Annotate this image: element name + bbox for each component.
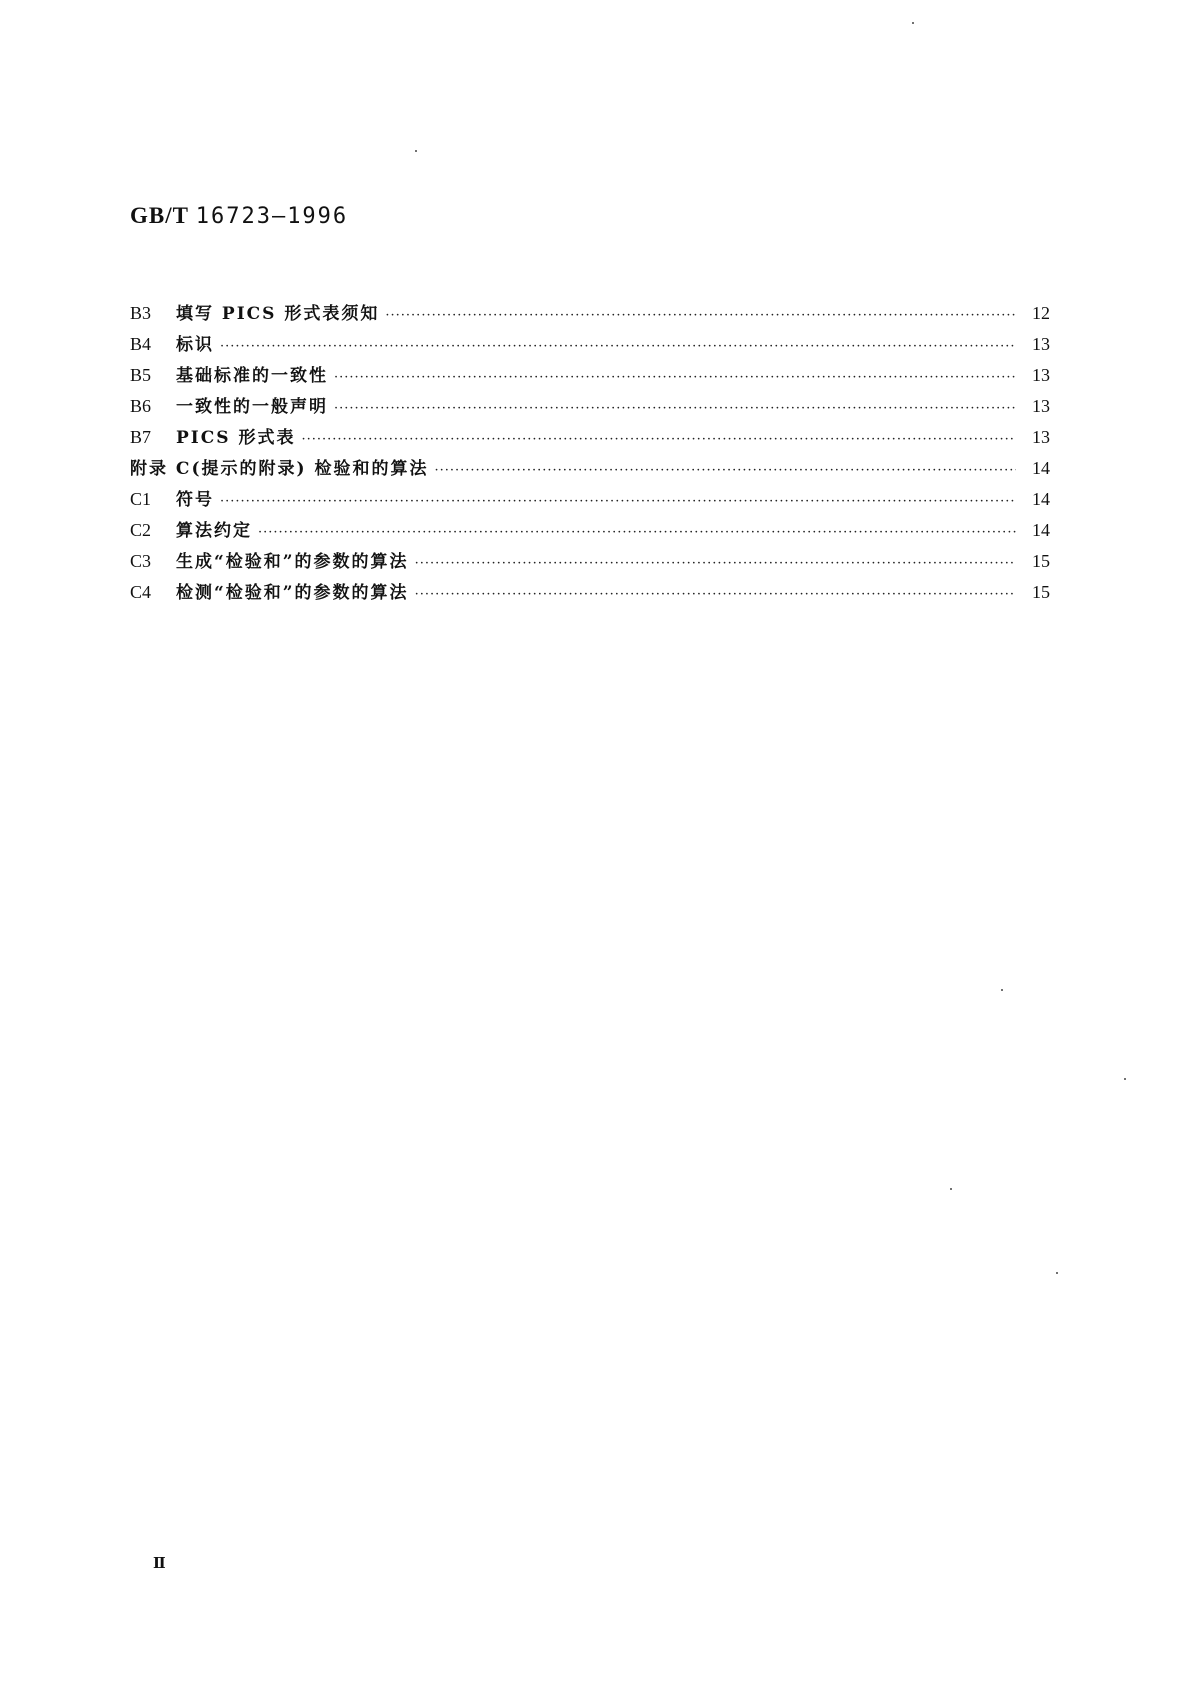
toc-entry[interactable] [130,360,1050,391]
toc-entry-title: 附录 C(提示的附录) 检验和的算法 [130,459,429,479]
toc-entry-title: 基础标准的一致性 [176,366,328,386]
toc-entry-page: 13 [1032,396,1050,416]
toc-entry-id: B7 [130,427,152,447]
toc-entry[interactable] [130,515,1050,546]
standard-number: 16723—1996 [195,204,349,229]
toc-entry-page: 14 [1032,520,1050,540]
table-of-contents [130,298,1050,608]
toc-dot-leader [415,548,1016,579]
toc-dot-leader [220,486,1016,517]
page-number: Ⅱ [153,1556,166,1572]
toc-entry-title: 生成“检验和”的参数的算法 [176,552,409,572]
toc-entry[interactable] [130,391,1050,422]
toc-dot-leader [220,331,1016,362]
scan-speck [912,22,914,24]
toc-entry-id: B5 [130,365,152,385]
toc-entry-page: 13 [1032,365,1050,385]
toc-entry-id: B3 [130,303,152,323]
scan-speck [415,150,417,152]
toc-dot-leader [334,393,1016,424]
scan-speck [1001,989,1003,991]
toc-entry-title: 算法约定 [176,521,252,541]
scan-speck [1124,1078,1126,1080]
toc-entry-title: 填写 PICS 形式表须知 [176,304,380,324]
toc-dot-leader [258,517,1016,548]
toc-dot-leader [434,455,1016,486]
toc-entry[interactable] [130,329,1050,360]
toc-entry-id: C4 [130,582,152,602]
toc-entry-id: C1 [130,489,152,509]
toc-entry-id: B4 [130,334,152,354]
toc-entry-id: C3 [130,551,152,571]
toc-entry[interactable] [130,298,1050,329]
scan-speck [950,1188,952,1190]
toc-entry-title: 检测“检验和”的参数的算法 [176,583,409,603]
toc-entry-id: C2 [130,520,152,540]
toc-entry[interactable] [130,422,1050,453]
toc-entry-page: 13 [1032,427,1050,447]
toc-entry-page: 14 [1032,489,1050,509]
toc-entry-title: 一致性的一般声明 [176,397,328,417]
toc-entry-page: 14 [1032,458,1050,478]
toc-entry-page: 15 [1032,582,1050,602]
toc-dot-leader [334,362,1016,393]
toc-entry[interactable] [130,577,1050,608]
toc-entry[interactable] [130,484,1050,515]
toc-entry-title: 符号 [176,490,214,510]
standard-prefix: GB/T [130,203,189,228]
toc-entry-page: 12 [1032,303,1050,323]
toc-appendix-entry[interactable] [130,453,1050,484]
toc-dot-leader [415,579,1016,610]
toc-dot-leader [301,424,1016,455]
toc-entry-title: 标识 [176,335,214,355]
toc-entry-id: B6 [130,396,152,416]
toc-entry-page: 15 [1032,551,1050,571]
scan-speck [1056,1272,1058,1274]
toc-entry-page: 13 [1032,334,1050,354]
toc-dot-leader [385,300,1016,331]
toc-entry[interactable] [130,546,1050,577]
standard-number-header [130,203,348,229]
toc-entry-title: PICS 形式表 [176,428,296,448]
